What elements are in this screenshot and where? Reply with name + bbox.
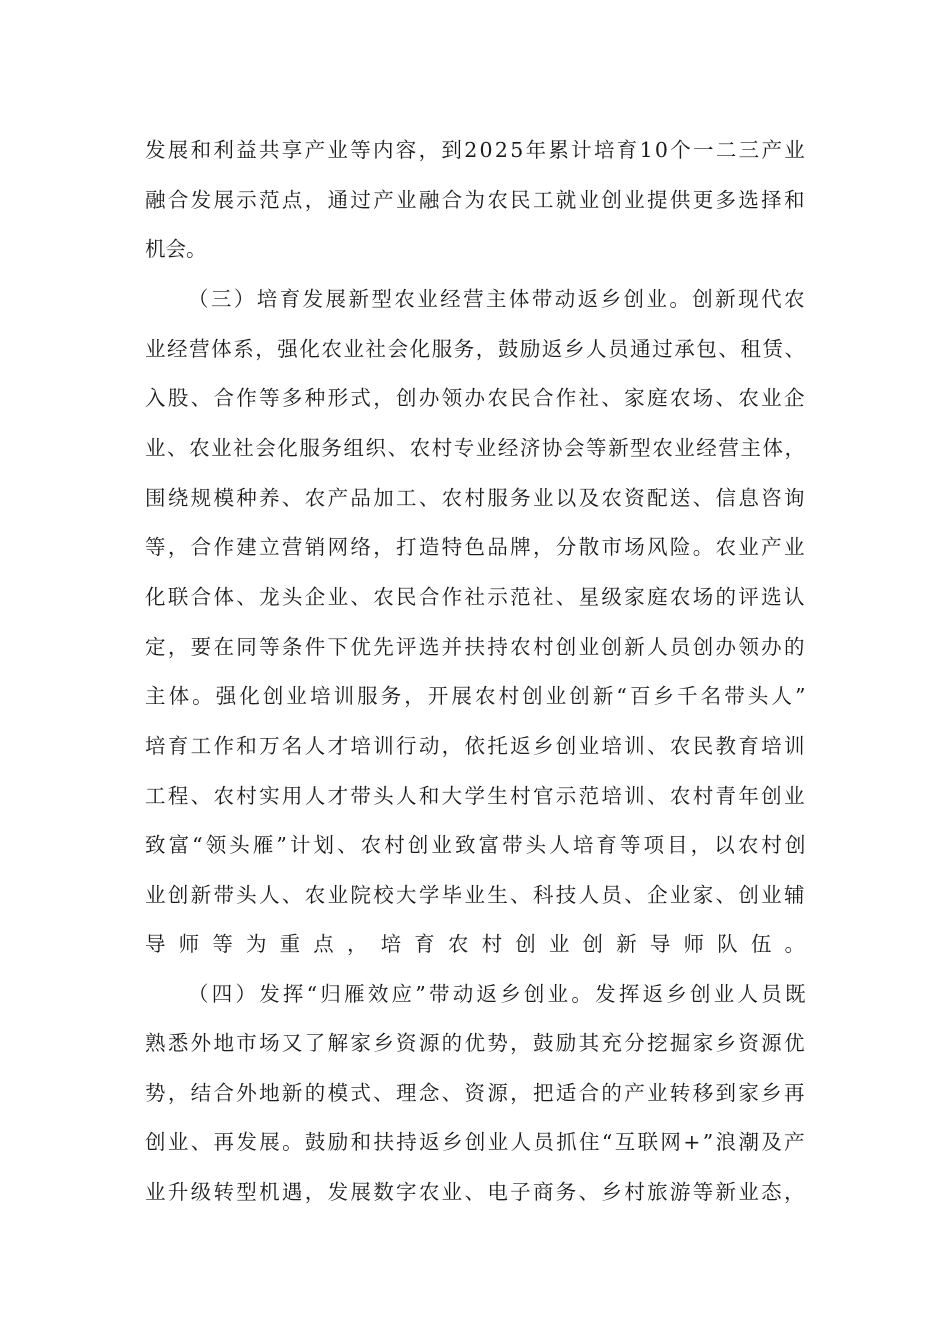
text-line: 工程、农村实用人才带头人和大学生村官示范培训、农村青年创业 [145,784,807,808]
text-line: 致富“领头雁”计划、农村创业致富带头人培育等项目，以农村创 [145,833,809,857]
text-line: 业升级转型机遇，发展数字农业、电子商务、乡村旅游等新业态， [145,1180,807,1204]
text-line: 熟悉外地市场又了解家乡资源的优势，鼓励其充分挖掘家乡资源优 [145,1031,807,1055]
text-line: 发展和利益共享产业等内容，到2025年累计培育10个一二三产业 [145,138,808,162]
text-line: 等，合作建立营销网络，打造特色品牌，分散市场风险。农业产业 [145,535,807,559]
text-line: 业经营体系，强化农业社会化服务，鼓励返乡人员通过承包、租赁、 [145,337,807,361]
text-line: 导师等为重点，培育农村创业创新导师队伍。 [145,932,819,956]
section-4-heading-line: （四）发挥“归雁效应”带动返乡创业。发挥返乡创业人员既 [188,982,809,1006]
text-line: 业创新带头人、农业院校大学毕业生、科技人员、企业家、创业辅 [145,883,807,907]
text-line: 机会。 [145,237,207,261]
text-line: 融合发展示范点，通过产业融合为农民工就业创业提供更多选择和 [145,188,807,212]
text-line: 入股、合作等多种形式，创办领办农民合作社、家庭农场、农业企 [145,386,807,410]
text-line: 主体。强化创业培训服务，开展农村创业创新“百乡千名带头人” [145,684,809,708]
text-line: 业、农业社会化服务组织、农村专业经济协会等新型农业经营主体， [145,436,807,460]
text-line: 化联合体、龙头企业、农民合作社示范社、星级家庭农场的评选认 [145,585,807,609]
text-line: 围绕规模种养、农产品加工、农村服务业以及农资配送、信息咨询 [145,486,807,510]
text-line: 培育工作和万名人才培训行动，依托返乡创业培训、农民教育培训 [145,734,807,758]
text-line: 势，结合外地新的模式、理念、资源，把适合的产业转移到家乡再 [145,1081,807,1105]
section-3-heading-line: （三）培育发展新型农业经营主体带动返乡创业。创新现代农 [188,287,807,311]
text-line: 定，要在同等条件下优先评选并扶持农村创业创新人员创办领办的 [145,635,807,659]
text-line: 创业、再发展。鼓励和扶持返乡创业人员抓住“互联网+”浪潮及产 [145,1130,807,1154]
